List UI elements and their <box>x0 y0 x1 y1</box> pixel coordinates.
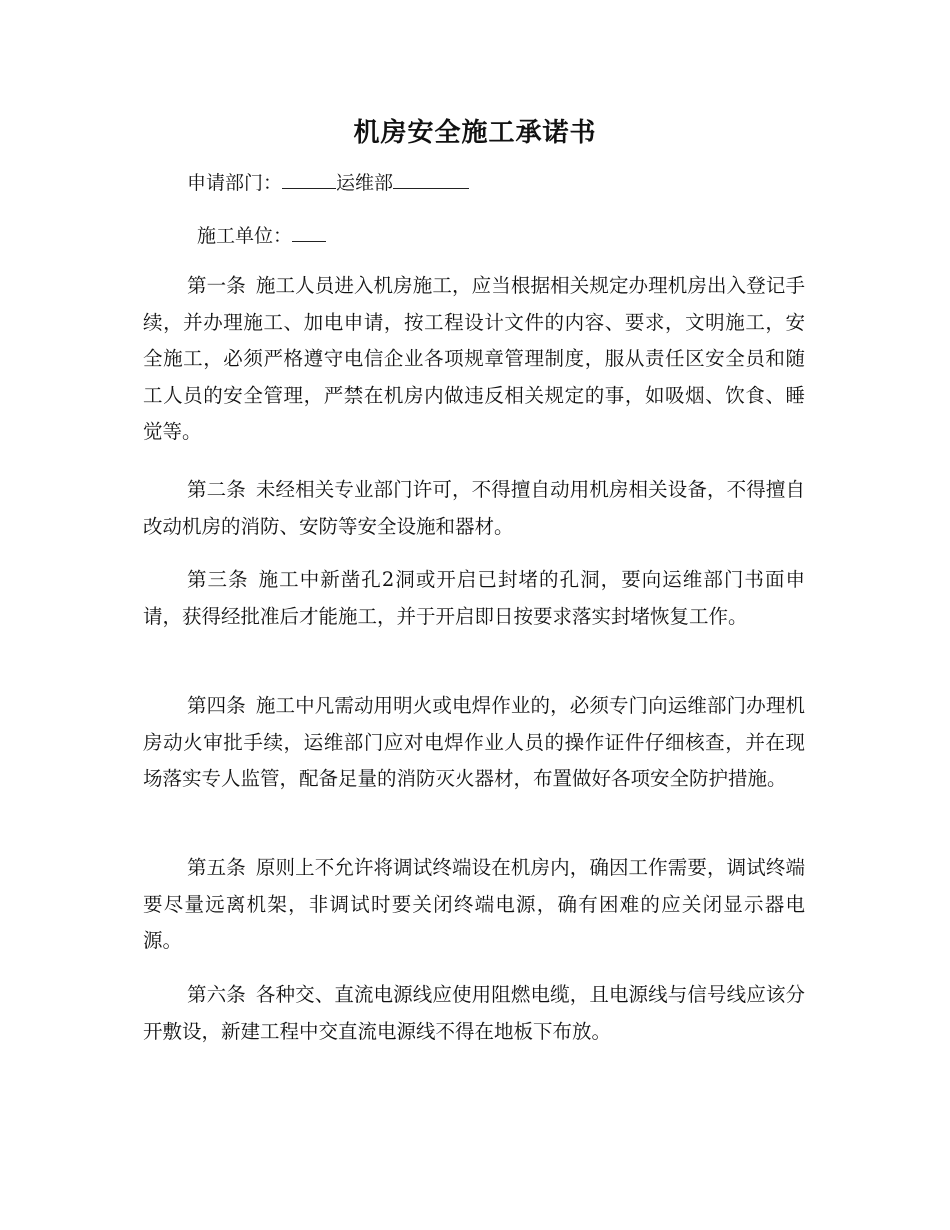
article-2-heading: 第二条 <box>187 478 246 501</box>
article-1-heading: 第一条 <box>187 274 246 297</box>
construction-unit-blank <box>292 221 326 242</box>
department-blank-before <box>282 168 336 189</box>
article-6 <box>143 977 805 1050</box>
article-1-text: 施工人员进入机房施工，应当根据相关规定办理机房出入登记手续，并办理施工、加电申请，按工程设计文件的内容、要求，文明施工，安全施工，必须严格遵守电信企业各项规章管理制度，服从责任区安全员和随工人员的安全管理，严禁在机房内做违反相关规定的事，如吸烟、饮食、睡觉等。 <box>143 274 805 443</box>
article-5-text: 原则上不允许将调试终端设在机房内，确因工作需要，调试终端要尽量远离机架，非调试时要关闭终端电源，确有困难的应关闭显示器电源。 <box>143 856 805 952</box>
article-6-heading: 第六条 <box>187 983 246 1006</box>
article-2 <box>143 472 805 545</box>
department-blank-after <box>393 168 469 189</box>
article-4-text: 施工中凡需动用明火或电焊作业的，必须专门向运维部门办理机房动火审批手续，运维部门应对电焊作业人员的操作证件仔细核查，并在现场落实专人监管，配备足量的消防灭火器材，布置做好各项安全防护措施。 <box>143 694 805 790</box>
article-4 <box>143 688 805 798</box>
department-label: 申请部门： <box>187 172 283 194</box>
document-title: 机房安全施工承诺书 <box>353 118 597 148</box>
article-6-text: 各种交、直流电源线应使用阻燃电缆，且电源线与信号线应该分开敷设，新建工程中交直流电源线不得在地板下布放。 <box>143 983 805 1043</box>
article-3-text: 施工中新凿孔2洞或开启已封堵的孔洞，要向运维部门书面申请，获得经批准后才能施工，并于开启即日按要求落实封堵恢复工作。 <box>143 568 805 628</box>
article-3-heading: 第三条 <box>187 568 249 591</box>
article-5 <box>143 850 805 960</box>
department-line <box>187 168 469 198</box>
article-3 <box>143 562 805 635</box>
article-5-heading: 第五条 <box>187 856 246 879</box>
article-1 <box>143 268 805 451</box>
construction-unit-label: 施工单位： <box>197 225 293 247</box>
article-4-heading: 第四条 <box>187 694 246 717</box>
article-2-text: 未经相关专业部门许可，不得擅自动用机房相关设备，不得擅自改动机房的消防、安防等安全设施和器材。 <box>143 478 805 538</box>
department-value: 运维部 <box>336 172 394 194</box>
construction-unit-line <box>197 221 326 251</box>
